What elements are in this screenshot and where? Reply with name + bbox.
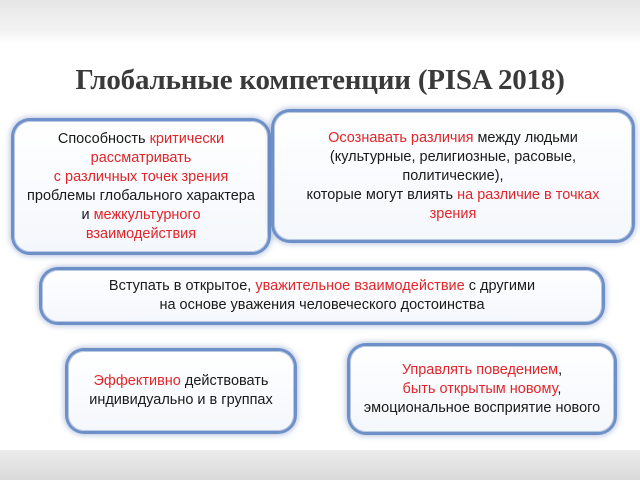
box-text <box>83 372 279 410</box>
highlight-text: критически <box>149 130 225 147</box>
competency-box-effective-action <box>68 351 294 431</box>
box-line <box>109 277 535 296</box>
highlight-text: уважительное взаимодействие <box>255 278 465 294</box>
highlight-text: рассматривать <box>90 149 192 166</box>
highlight-text: с различных точек зрения <box>53 168 229 185</box>
highlight-text: зрения <box>429 205 477 222</box>
text-span: действовать <box>180 373 269 389</box>
box-line <box>89 372 273 391</box>
box-line: проблемы глобального характера <box>27 187 255 204</box>
text-span: которые могут влиять <box>306 186 458 203</box>
box-text <box>358 361 606 418</box>
highlight-text: Эффективно <box>93 373 181 389</box>
highlight-text: Управлять поведением <box>401 361 559 378</box>
box-line <box>27 206 255 225</box>
text-span: , <box>558 361 563 378</box>
box-line <box>364 361 600 380</box>
highlight-text: взаимодействия <box>85 225 197 242</box>
text-span: Способность <box>57 130 150 147</box>
competency-box-behavior-management <box>350 346 614 432</box>
highlight-text: быть открытым новому <box>402 380 558 397</box>
box-text <box>301 129 606 224</box>
box-line: политические), <box>402 167 504 184</box>
competency-box-differences <box>274 112 632 240</box>
text-span: с другими <box>464 278 536 294</box>
slide-title: Глобальные компетенции (PISA 2018) <box>75 64 565 96</box>
box-line <box>364 380 600 399</box>
box-line <box>307 129 600 148</box>
box-line <box>307 186 600 205</box>
competency-box-respectful-interaction <box>42 270 602 322</box>
highlight-text: на различие в точках <box>457 186 600 203</box>
box-text <box>21 130 261 244</box>
box-line: (культурные, религиозные, расовые, <box>329 148 577 165</box>
box-line: эмоциональное восприятие нового <box>363 399 601 416</box>
box-text <box>103 277 541 315</box>
text-span: Вступать в открытое, <box>108 278 256 294</box>
slide-top-band <box>0 0 640 44</box>
text-span: , <box>557 380 562 397</box>
box-line: на основе уважения человеческого достоинства <box>159 297 485 313</box>
highlight-text: Осознавать различия <box>328 129 474 146</box>
highlight-text: межкультурного <box>93 206 201 223</box>
text-span: и <box>81 206 94 223</box>
competency-box-critical-thinking <box>14 121 268 252</box>
box-line: индивидуально и в группах <box>89 392 273 408</box>
box-line <box>27 130 255 149</box>
slide-bottom-band <box>0 450 640 480</box>
text-span: между людьми <box>473 129 578 146</box>
